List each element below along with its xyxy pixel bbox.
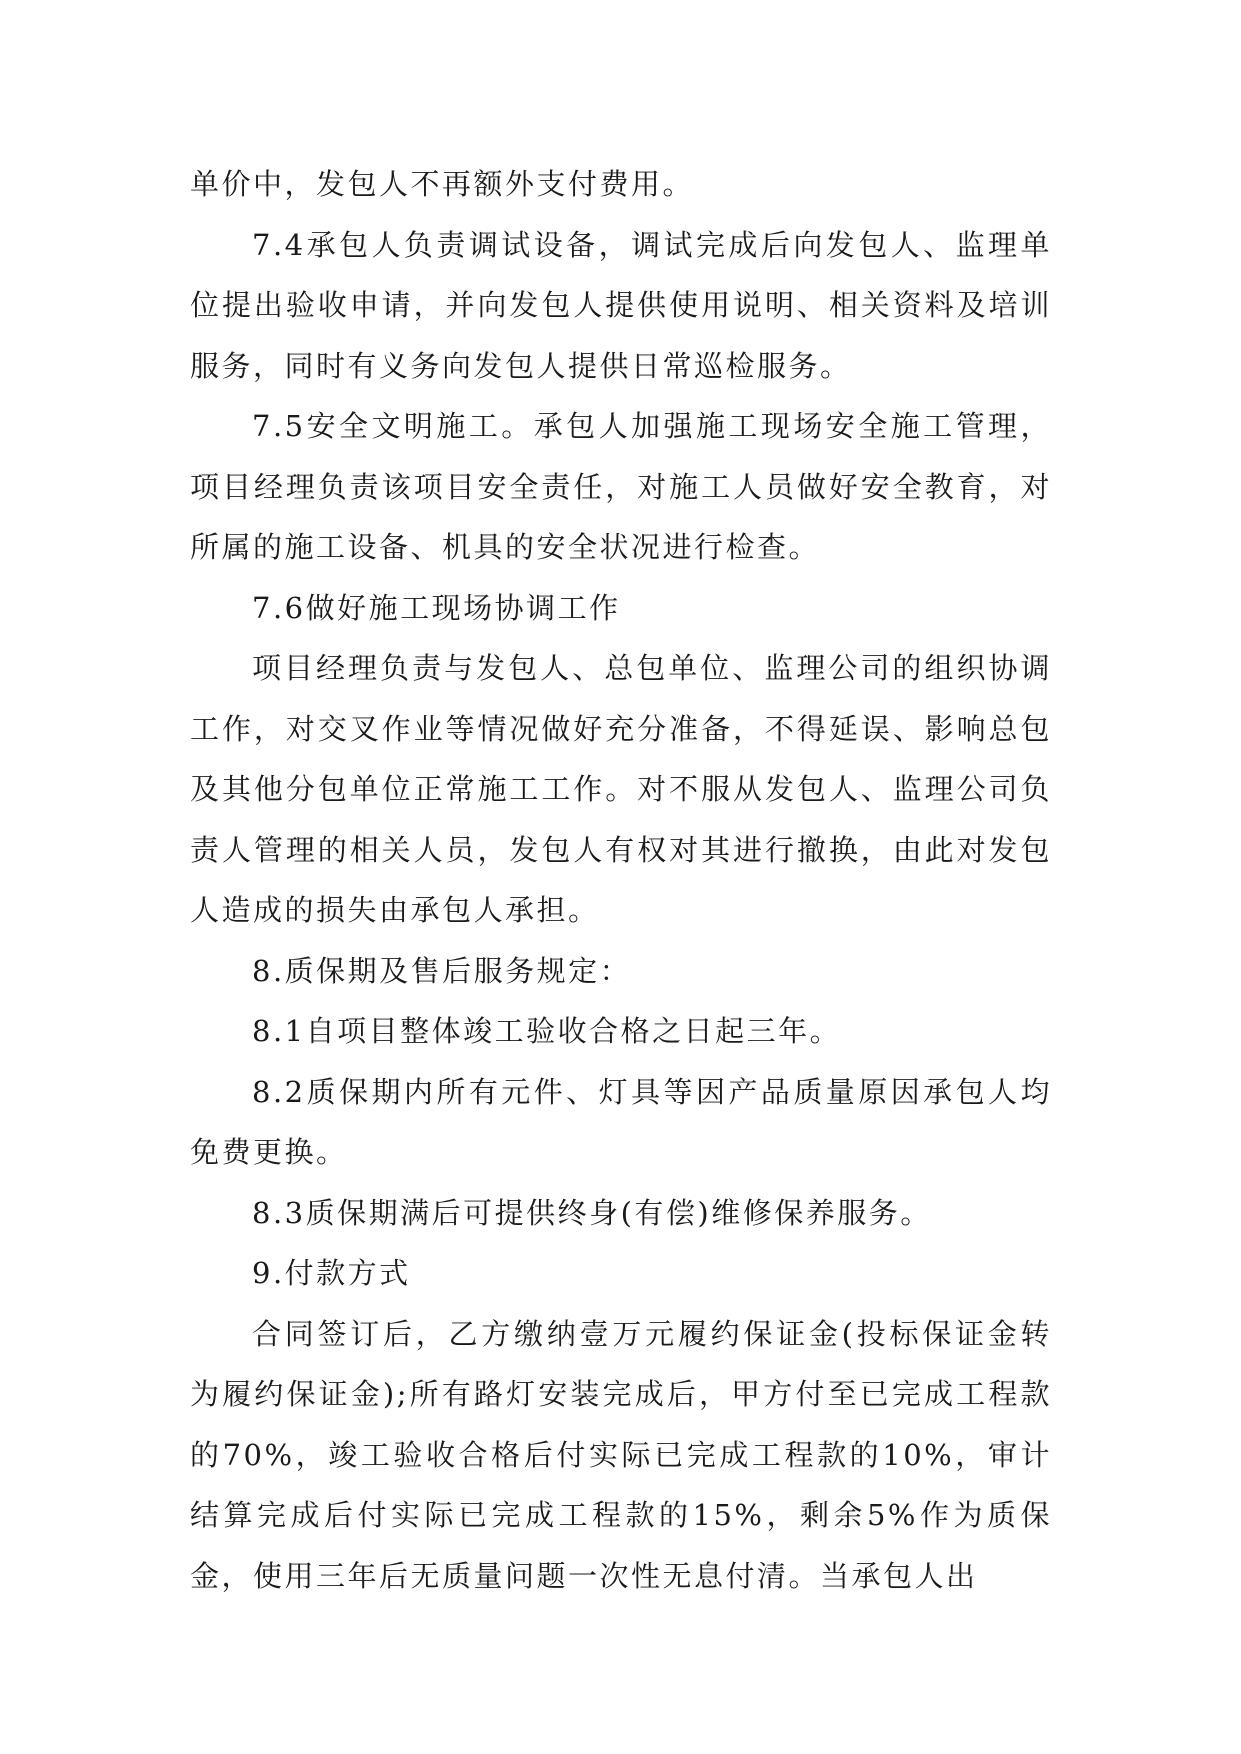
paragraph-7-6-body: 项目经理负责与发包人、总包单位、监理公司的组织协调工作，对交叉作业等情况做好充分准备，不得延误、影响总包及其他分包单位正常施工工作。对不服从发包人、监理公司负责人管理的相关人员，发包人有权对其进行撤换，由此对发包人造成的损失由承包人承担。 [190, 651, 1052, 927]
paragraph-7-5: 7.5安全文明施工。承包人加强施工现场安全施工管理，项目经理负责该项目安全责任，对施工人员做好安全教育，对所属的施工设备、机具的安全状况进行检查。 [190, 409, 1052, 564]
paragraph-continuation: 单价中，发包人不再额外支付费用。 [190, 167, 695, 201]
document-body [190, 154, 1052, 1606]
paragraph-9-body: 合同签订后，乙方缴纳壹万元履约保证金(投标保证金转为履约保证金);所有路灯安装完成后，甲方付至已完成工程款的70%，竣工验收合格后付实际已完成工程款的10%，审计结算完成后付实际已完成工程款的15%，剩余5%作为质保金，使用三年后无质量问题一次性无息付清。当承包人出 [190, 1316, 1052, 1593]
paragraph-8-3: 8.3质保期满后可提供终身(有偿)维修保养服务。 [252, 1195, 932, 1230]
paragraph-8-1: 8.1自项目整体竣工验收合格之日起三年。 [252, 1014, 842, 1048]
section-8-heading: 8.质保期及售后服务规定： [252, 953, 632, 988]
section-9-heading: 9.付款方式 [252, 1256, 411, 1290]
paragraph-7-6-heading: 7.6做好施工现场协调工作 [252, 590, 621, 625]
paragraph-8-2: 8.2质保期内所有元件、灯具等因产品质量原因承包人均免费更换。 [190, 1074, 1052, 1169]
paragraph-7-4: 7.4承包人负责调试设备，调试完成后向发包人、监理单位提出验收申请，并向发包人提供使用说明、相关资料及培训服务，同时有义务向发包人提供日常巡检服务。 [190, 227, 1052, 383]
